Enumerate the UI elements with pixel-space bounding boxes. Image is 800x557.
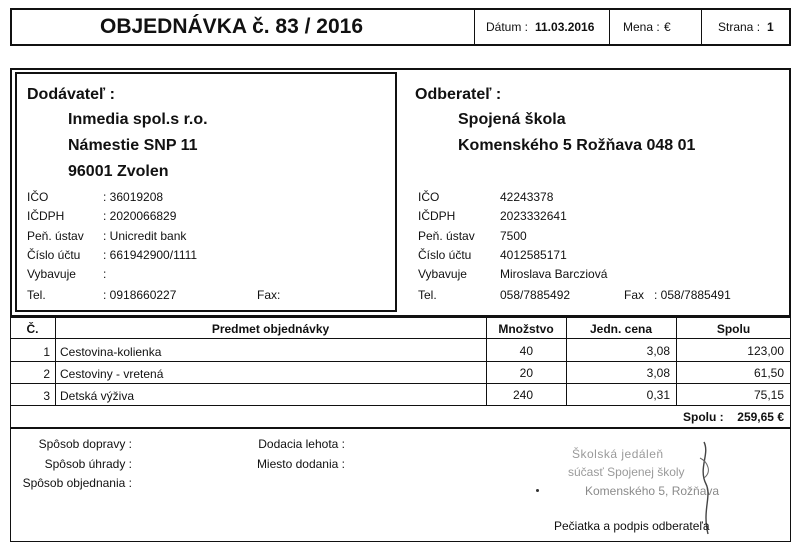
customer-address: Komenského 5 Rožňava 048 01 [458, 137, 696, 154]
col-header-total: Spolu [716, 322, 751, 336]
payment-label: Spôsob úhrady : [44, 457, 132, 471]
supplier-account-label: Číslo účtu [27, 248, 81, 262]
sum-label: Spolu : [683, 410, 724, 424]
customer-tel: 058/7885492 [500, 288, 571, 302]
table-row-item: Detská výživa [60, 389, 135, 403]
table-row-unit-price: 3,08 [646, 366, 670, 380]
supplier-icdph-label: IČDPH [27, 209, 65, 223]
customer-ico-label: IČO [418, 190, 440, 204]
stamp-dot [536, 489, 539, 492]
table-row-line [10, 383, 791, 384]
table-row-item: Cestovina-kolienka [60, 345, 162, 359]
header-divider [701, 9, 702, 45]
table-row-no: 3 [43, 389, 50, 403]
date-label: Dátum : [486, 20, 529, 34]
supplier-street: Námestie SNP 11 [68, 137, 198, 154]
delivery-place-label: Miesto dodania : [256, 457, 345, 471]
customer-bank: 7500 [500, 229, 527, 243]
col-header-unit-price: Jedn. cena [589, 322, 653, 336]
page-value: 1 [767, 20, 774, 34]
customer-handler-label: Vybavuje [418, 267, 467, 281]
customer-tel-label: Tel. [418, 288, 437, 302]
supplier-fax: : [277, 288, 281, 302]
supplier-heading: Dodávateľ : [27, 86, 115, 103]
stamp-line: Školská jedáleň [572, 447, 664, 461]
customer-icdph-label: IČDPH [418, 209, 456, 223]
table-row-qty: 240 [512, 388, 533, 402]
customer-name: Spojená škola [458, 111, 566, 128]
table-row-no: 2 [43, 367, 50, 381]
header-divider [609, 9, 610, 45]
customer-heading: Odberateľ : [415, 86, 502, 103]
table-row-total: 75,15 [753, 388, 784, 402]
supplier-account: : 661942900/1111 [103, 248, 198, 262]
currency-value: € [664, 20, 671, 34]
table-row-no: 1 [43, 345, 50, 359]
customer-account: 4012585171 [500, 248, 567, 262]
customer-icdph: 2023332641 [500, 209, 567, 223]
date-value: 11.03.2016 [535, 20, 595, 34]
supplier-ico: : 36019208 [103, 190, 164, 204]
supplier-bank: : Unicredit bank [103, 229, 187, 243]
table-row-item: Cestoviny - vretená [60, 367, 164, 381]
table-row-line [10, 361, 791, 362]
table-row-unit-price: 0,31 [646, 388, 670, 402]
supplier-handler-label: Vybavuje [27, 267, 76, 281]
customer-ico: 42243378 [500, 190, 554, 204]
sum-value: 259,65 € [737, 410, 784, 424]
order-title: OBJEDNÁVKA č. 83 / 2016 [100, 15, 364, 38]
table-header-line [10, 338, 791, 339]
supplier-bank-label: Peň. ústav [27, 229, 84, 243]
table-body-end-line [10, 405, 791, 406]
supplier-tel-label: Tel. [27, 288, 46, 302]
col-header-no: Č. [26, 322, 39, 336]
customer-account-label: Číslo účtu [418, 248, 472, 262]
stamp-line: Komenského 5, Rožňava [585, 484, 720, 498]
supplier-city: 96001 Zvolen [68, 163, 169, 180]
col-header-item: Predmet objednávky [211, 322, 330, 336]
ordering-label: Spôsob objednania : [22, 476, 132, 490]
col-header-qty: Množstvo [498, 322, 554, 336]
header-divider [474, 9, 475, 45]
customer-bank-label: Peň. ústav [418, 229, 475, 243]
customer-fax: : 058/7885491 [654, 288, 731, 302]
supplier-tel: : 0918660227 [103, 288, 177, 302]
stamp-line: súčasť Spojenej školy [568, 465, 685, 479]
supplier-ico-label: IČO [27, 190, 49, 204]
supplier-name: Inmedia spol.s r.o. [68, 111, 208, 128]
transport-label: Spôsob dopravy : [38, 437, 132, 451]
table-row-total: 123,00 [747, 344, 784, 358]
table-row-qty: 20 [519, 366, 533, 380]
table-row-qty: 40 [519, 344, 533, 358]
page-label: Strana : [718, 20, 761, 34]
table-row-total: 61,50 [753, 366, 784, 380]
signature-label: Pečiatka a podpis odberateľa [554, 519, 710, 533]
supplier-fax-label: Fax [257, 288, 278, 302]
supplier-handler: : [103, 267, 107, 281]
delivery-time-label: Dodacia lehota : [258, 437, 345, 451]
supplier-icdph: : 2020066829 [103, 209, 177, 223]
customer-handler: Miroslava Barcziová [500, 267, 608, 281]
currency-label: Mena : [623, 20, 660, 34]
table-row-unit-price: 3,08 [646, 344, 670, 358]
customer-fax-label: Fax [624, 288, 645, 302]
